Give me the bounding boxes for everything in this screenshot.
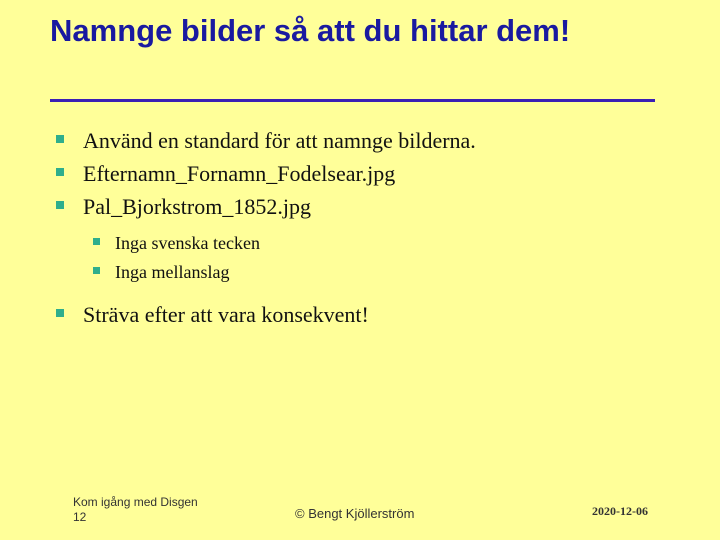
sub-bullet-text: Inga svenska tecken [115, 233, 260, 253]
title-divider [50, 99, 655, 102]
bullet-text: Sträva efter att vara konsekvent! [83, 302, 369, 327]
footer-course [73, 495, 233, 525]
slide-title: Namnge bilder så att du hittar dem! [50, 13, 571, 48]
bullet-list [55, 127, 655, 334]
square-bullet-icon [56, 135, 64, 143]
square-bullet-icon [56, 201, 64, 209]
bullet-item [55, 193, 655, 220]
sub-bullet-text: Inga mellanslag [115, 262, 230, 282]
square-bullet-icon [93, 267, 100, 274]
footer-page-number: 12 [73, 510, 87, 524]
bullet-item [55, 301, 655, 328]
bullet-text: Pal_Bjorkstrom_1852.jpg [83, 194, 311, 219]
square-bullet-icon [56, 309, 64, 317]
footer-author: © Bengt Kjöllerström [295, 506, 415, 521]
footer-date: 2020-12-06 [592, 504, 648, 518]
bullet-item [55, 160, 655, 187]
bullet-text: Efternamn_Fornamn_Fodelsear.jpg [83, 161, 396, 186]
footer-course-title: Kom igång med Disgen [73, 495, 198, 509]
square-bullet-icon [56, 168, 64, 176]
bullet-text: Använd en standard för att namnge bilderna. [83, 128, 476, 153]
sub-bullet-item [55, 261, 655, 283]
square-bullet-icon [93, 238, 100, 245]
bullet-item [55, 127, 655, 154]
sub-bullet-item [55, 232, 655, 254]
